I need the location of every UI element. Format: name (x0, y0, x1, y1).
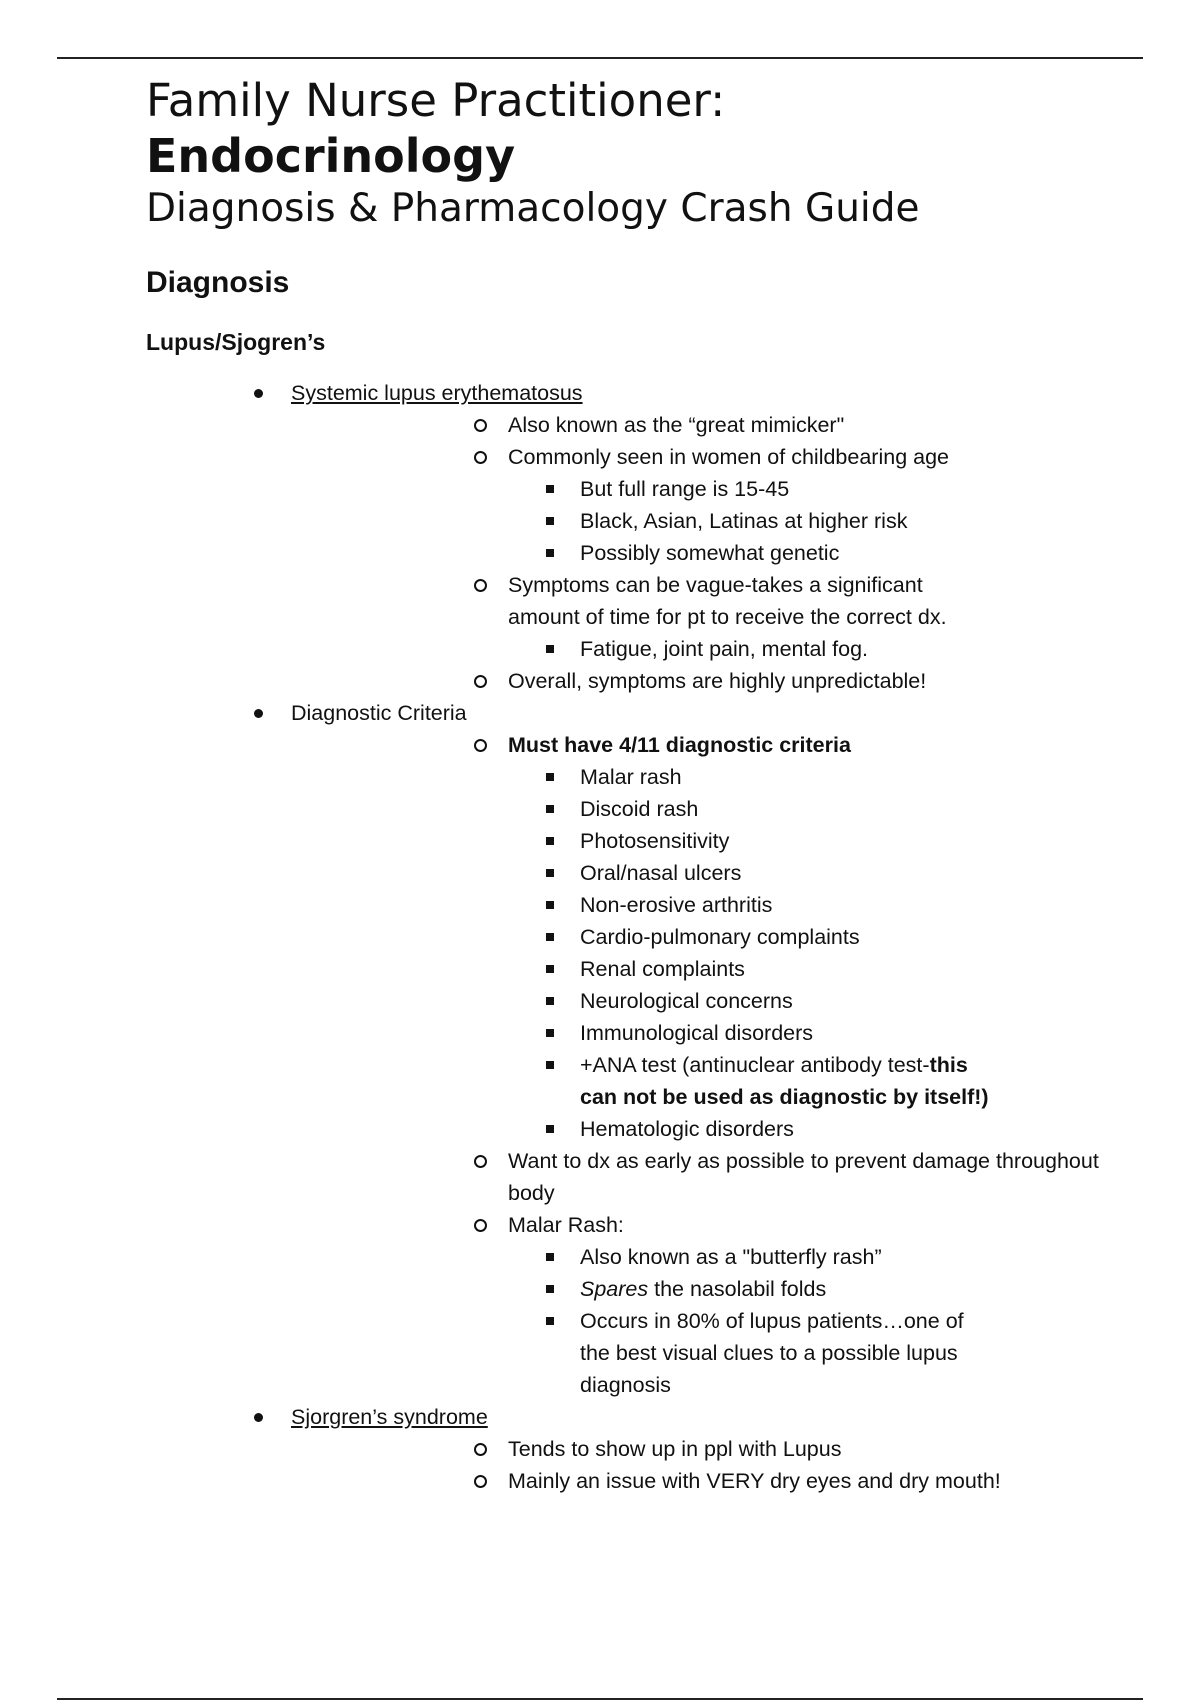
list-item: +ANA test (antinuclear antibody test-this can not be used as diagnostic by itself!) (508, 1049, 1146, 1113)
title-block (146, 74, 920, 234)
list-item: Oral/nasal ulcers (508, 857, 1146, 889)
title-line-1: Family Nurse Practitioner: (146, 74, 726, 127)
list-item (146, 697, 1146, 1401)
list-item: Cardio-pulmonary complaints (508, 921, 1146, 953)
list-item: Black, Asian, Latinas at higher risk (508, 505, 1146, 537)
list-item: Tends to show up in ppl with Lupus (436, 1433, 1146, 1465)
list-item: Renal complaints (508, 953, 1146, 985)
list-item: Hematologic disorders (508, 1113, 1146, 1145)
list-item: Want to dx as early as possible to prevent damage throughout body (436, 1145, 1146, 1209)
subsection-heading: Lupus/Sjogren’s (146, 329, 326, 355)
list-item: Commonly seen in women of childbearing age But full range is 15-45 Black, Asian, Latinas at higher risk Possibly somewhat genetic (436, 441, 1146, 569)
list-item: Malar Rash: Also known as a "butterfly rash” Spares the nasolabil folds Occurs in 80% of lupus patients…one of the best visual clues to a possible lupus diagnosis (436, 1209, 1146, 1401)
title-line-2: Endocrinology (146, 129, 516, 183)
outline-list (146, 377, 1146, 1497)
list-item: Mainly an issue with VERY dry eyes and dry mouth! (436, 1465, 1146, 1497)
top-rule (57, 57, 1143, 59)
list-item: Fatigue, joint pain, mental fog. (508, 633, 1146, 665)
list-item (146, 1401, 1146, 1497)
list-item: Spares the nasolabil folds (508, 1273, 1146, 1305)
list-item: Malar rash (508, 761, 1146, 793)
list-item: Possibly somewhat genetic (508, 537, 1146, 569)
list-item: Must have 4/11 diagnostic criteria Malar rash Discoid rash Photosensitivity Oral/nasal ulcers Non-erosive arthritis Cardio-pulmonary complaints Renal complaints Neurological concerns Immunological disorders +ANA test (antinuclear antibody test-this can not be used as diagnostic by itself!) Hematologic disorders (436, 729, 1146, 1145)
section-heading: Diagnosis (146, 266, 290, 299)
list-item: Also known as the “great mimicker" (436, 409, 1146, 441)
list-item: Neurological concerns (508, 985, 1146, 1017)
list-item: Overall, symptoms are highly unpredictable! (436, 665, 1146, 697)
list-item: Photosensitivity (508, 825, 1146, 857)
list-item: Discoid rash (508, 793, 1146, 825)
sjogren-heading: Sjorgren’s syndrome (291, 1405, 488, 1429)
list-item: Occurs in 80% of lupus patients…one of the best visual clues to a possible lupus diagnosis (508, 1305, 1146, 1401)
title-line-3: Diagnosis & Pharmacology Crash Guide (146, 186, 920, 231)
list-item: But full range is 15-45 (508, 473, 1146, 505)
list-item: Symptoms can be vague-takes a significant amount of time for pt to receive the correct dx. Fatigue, joint pain, mental fog. (436, 569, 1146, 665)
list-item: Also known as a "butterfly rash” (508, 1241, 1146, 1273)
criteria-heading: Diagnostic Criteria (291, 701, 467, 725)
sle-heading: Systemic lupus erythematosus (291, 381, 583, 405)
list-item: Non-erosive arthritis (508, 889, 1146, 921)
list-item (146, 377, 1146, 697)
list-item: Immunological disorders (508, 1017, 1146, 1049)
